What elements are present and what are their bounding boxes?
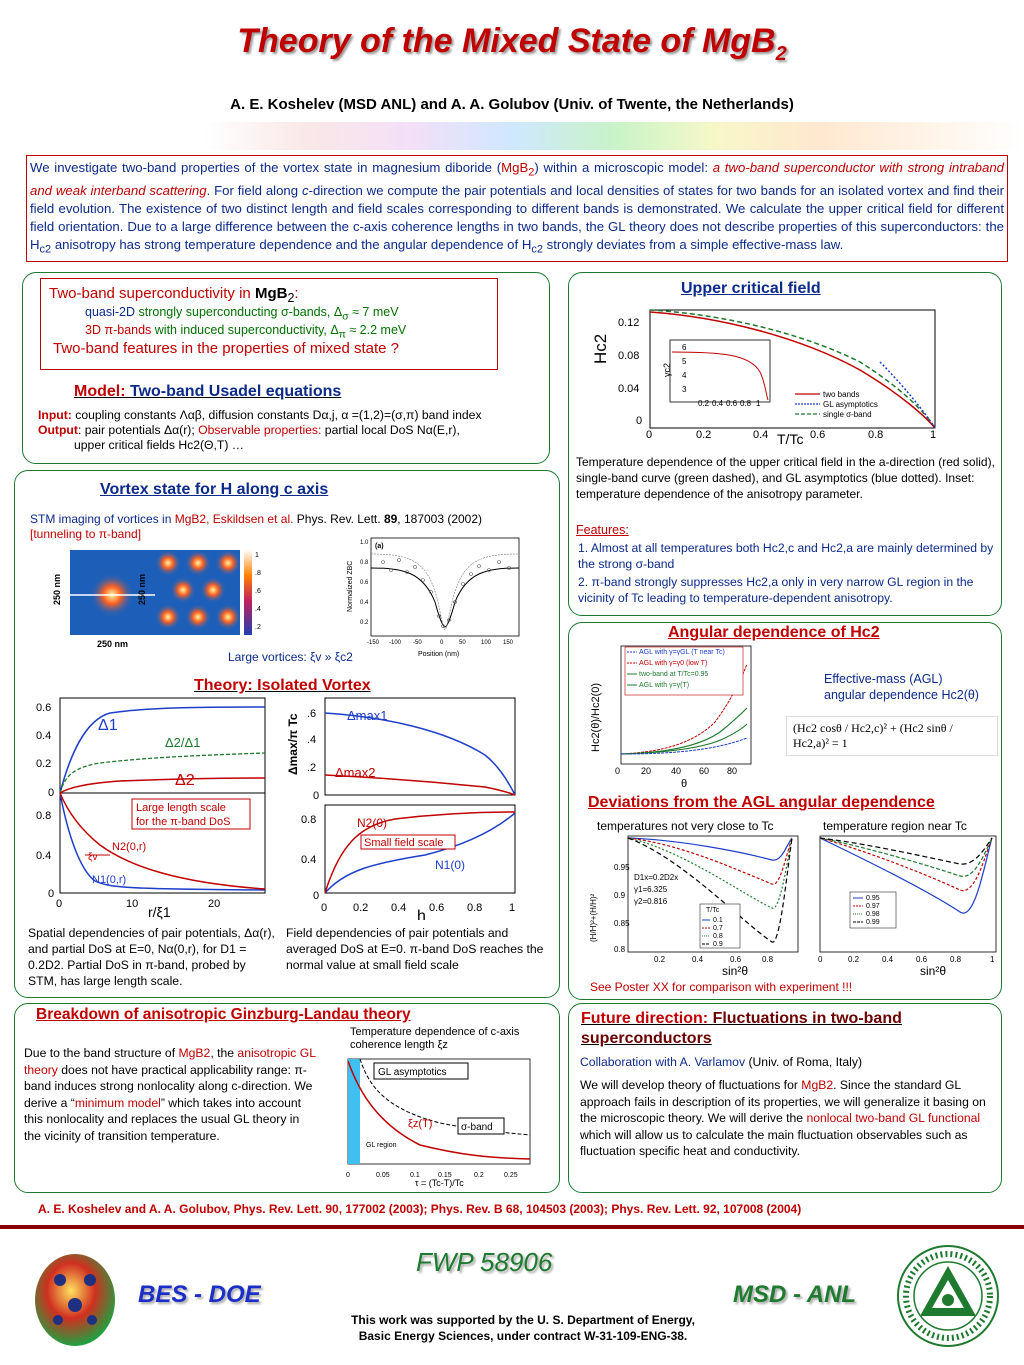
bes-logo — [30, 1250, 120, 1350]
feature-1: 1. Almost at all temperatures both Hc2,c and Hc2,a are mainly determined by the strong σ-band — [578, 541, 994, 571]
stm-text: STM imaging of vortices in MgB2, Eskildsen et al. Phys. Rev. Lett. 89, 187003 (2002) [tunneling to π-band] — [30, 512, 483, 541]
angular-heading: Angular dependence of Hc2 — [668, 624, 880, 641]
svg-text:AGL with γ=γGL (T near Tc): AGL with γ=γGL (T near Tc) — [639, 649, 725, 656]
svg-text:γ2=0.816: γ2=0.816 — [634, 897, 668, 906]
svg-text:0.6: 0.6 — [726, 399, 738, 408]
isolated-vortex-plot — [30, 695, 270, 920]
svg-text:0.85: 0.85 — [614, 919, 630, 928]
svg-text:sin²θ: sin²θ — [920, 964, 947, 978]
svg-text:0: 0 — [818, 955, 823, 964]
svg-text:Δmax2: Δmax2 — [335, 765, 376, 780]
features-label: Features: — [576, 523, 629, 537]
svg-text:0.98: 0.98 — [866, 911, 880, 918]
authors: A. E. Koshelev (MSD ANL) and A. A. Golubov (Univ. of Twente, the Netherlands) — [230, 96, 794, 113]
svg-text:Δ2: Δ2 — [175, 772, 195, 789]
svg-text:0.4: 0.4 — [301, 854, 317, 866]
svg-text:-150: -150 — [367, 640, 380, 646]
svg-text:0.1: 0.1 — [713, 917, 723, 924]
svg-text:Small field scale: Small field scale — [364, 837, 444, 849]
svg-text:60: 60 — [699, 766, 710, 776]
svg-text:0.2: 0.2 — [36, 758, 52, 770]
poster-title: Theory of the Mixed State of MgB$_2$ — [237, 22, 787, 65]
model-text: Input: coupling constants Λαβ, diffusion constants Dα,j, α =(1,2)=(σ,π) band index Output: pair potentials Δα(r); Observable properties: partial local DoS Nα(E,r), upper critical fields Hc2(Θ,T) … — [38, 408, 482, 452]
svg-text:0.6: 0.6 — [730, 955, 742, 964]
feature-2: 2. π-band strongly suppresses Hc2,a only in very narrow GL region in the vicinity of Tc leading to temperature-dependent anisotropy. — [578, 575, 974, 605]
svg-text:0.8: 0.8 — [36, 810, 52, 822]
theory-heading: Theory: Isolated Vortex — [194, 677, 371, 694]
model-heading: Model: Two-band Usadel equations — [74, 383, 342, 400]
large-vortices-note: Large vortices: ξv » ξc2 — [228, 650, 353, 664]
svg-text:50: 50 — [459, 640, 466, 646]
deviation-sub-left: temperatures not very close to Tc — [597, 819, 774, 833]
svg-text:N2(0): N2(0) — [357, 816, 388, 830]
svg-text:r/ξ1: r/ξ1 — [148, 904, 171, 920]
svg-text:1: 1 — [255, 552, 259, 559]
svg-text:6: 6 — [682, 343, 687, 352]
svg-text:0.2: 0.2 — [696, 429, 712, 441]
angular-plot — [585, 642, 755, 792]
svg-text:10: 10 — [126, 898, 139, 910]
svg-text:(a): (a) — [375, 543, 384, 550]
svg-text:GL asymptotics: GL asymptotics — [823, 400, 878, 409]
svg-text:0.6: 0.6 — [429, 902, 445, 914]
svg-text:1: 1 — [509, 902, 516, 914]
svg-text:Δ2/Δ1: Δ2/Δ1 — [165, 735, 201, 750]
svg-text:0.95: 0.95 — [866, 895, 880, 902]
svg-text:0.99: 0.99 — [866, 919, 880, 926]
svg-text:1.0: 1.0 — [360, 540, 369, 546]
svg-text:σ-band: σ-band — [461, 1122, 493, 1133]
svg-text:0.2: 0.2 — [654, 955, 666, 964]
svg-text:0.8: 0.8 — [868, 429, 884, 441]
svg-text:0: 0 — [615, 766, 621, 776]
support-statement: This work was supported by the U. S. Department of Energy, Basic Energy Sciences, under contract W-31-109-ENG-38. — [351, 1313, 695, 1343]
svg-text:1: 1 — [990, 955, 995, 964]
svg-text:D1x=0.2D2x: D1x=0.2D2x — [634, 873, 679, 882]
svg-text:single σ-band: single σ-band — [823, 410, 872, 419]
fwp-label: FWP 58906 — [416, 1247, 553, 1277]
svg-text:γc2: γc2 — [662, 362, 672, 377]
svg-text:0.4: 0.4 — [36, 730, 52, 742]
svg-text:0.4: 0.4 — [391, 902, 407, 914]
svg-text:0.1: 0.1 — [410, 1172, 420, 1179]
coherence-plot — [320, 1055, 535, 1190]
svg-text:-50: -50 — [413, 640, 422, 646]
svg-text:4: 4 — [682, 371, 687, 380]
svg-text:N2(0,r): N2(0,r) — [112, 841, 147, 853]
breakdown-text: Due to the band structure of MgB2, the anisotropic GL theory does not have practical applicability range: π-band induces strong nonlocality along c-direction. We derive a “minimum model” which takes into account this nonlocality and replaces the usual GL theory in the vicinity of transition temperature. — [24, 1046, 316, 1143]
collaboration: Collaboration with A. Varlamov (Univ. of Roma, Italy) — [580, 1055, 862, 1069]
svg-text:0.8: 0.8 — [301, 814, 317, 826]
svg-text:1: 1 — [930, 429, 937, 441]
svg-text:two bands: two bands — [823, 390, 860, 399]
msd-anl-label: MSD - ANL — [733, 1281, 857, 1308]
svg-text:0.9: 0.9 — [614, 891, 626, 900]
hc2-plot — [580, 302, 945, 454]
svg-text:0: 0 — [646, 429, 653, 441]
svg-text:Δ1: Δ1 — [98, 717, 118, 734]
svg-text:20: 20 — [641, 766, 652, 776]
svg-text:two-band at T/Tc=0.95: two-band at T/Tc=0.95 — [639, 671, 709, 678]
field-dependence-plot — [285, 695, 525, 920]
svg-text:80: 80 — [727, 766, 738, 776]
svg-text:T/Tc: T/Tc — [777, 431, 804, 447]
svg-text:h: h — [417, 908, 426, 920]
svg-text:0: 0 — [440, 640, 444, 646]
zbc-plot — [343, 532, 525, 662]
deviation-sub-right: temperature region near Tc — [823, 819, 967, 833]
abstract-box: We investigate two-band properties of the vortex state in magnesium diboride (MgB$_2$) within a microscopic model: a two-band superconductor with strong intraband and weak interband scattering. For field along c-direction we compute the pair potentials and local densities of states for two bands for an isolated vortex and find their field evolution. The existence of two distinct length and field scales corresponding to different bands is demonstrated. We calculate the upper critical field for different field orientation. Due to a large difference between the c-axis coherence lengths in two bands, the GL theory does not describe properties of this superconductors: the $H_{c2}$ anisotropy has strong temperature dependence and the angular dependence of $H_{c2}$ strongly deviates from a simple effective-mass law. — [26, 155, 1008, 262]
svg-text:0.4: 0.4 — [36, 850, 52, 862]
breakdown-heading: Breakdown of anisotropic Ginzburg-Landau theory — [36, 1006, 411, 1023]
svg-text:Large length scale: Large length scale — [136, 802, 226, 814]
breakdown-plot-title: Temperature dependence of c-axis coherence length ξz — [350, 1026, 520, 1051]
decorative-band — [0, 122, 1024, 150]
svg-text:0.6: 0.6 — [810, 429, 826, 441]
svg-text:0: 0 — [48, 787, 55, 799]
svg-text:for the π-band DoS: for the π-band DoS — [136, 816, 231, 828]
svg-text:0.04: 0.04 — [618, 383, 640, 395]
deviation-plot-right — [810, 832, 1000, 980]
svg-text:γ1=6.325: γ1=6.325 — [634, 885, 668, 894]
svg-text:GL asymptotics: GL asymptotics — [378, 1067, 447, 1078]
svg-text:0.8: 0.8 — [614, 945, 626, 954]
svg-text:0: 0 — [56, 898, 63, 910]
svg-text:0: 0 — [321, 902, 328, 914]
svg-text:0.8: 0.8 — [740, 399, 752, 408]
svg-text:0.6: 0.6 — [916, 955, 928, 964]
svg-text:0.2: 0.2 — [474, 1172, 484, 1179]
svg-text:-100: -100 — [389, 640, 402, 646]
svg-text:.2: .2 — [307, 762, 317, 774]
svg-text:.6: .6 — [307, 708, 317, 720]
future-heading: Future direction: Fluctuations in two-band superconductors — [581, 1010, 902, 1047]
svg-text:0.4: 0.4 — [692, 955, 704, 964]
svg-text:40: 40 — [671, 766, 682, 776]
svg-text:AGL with γ=γ(T): AGL with γ=γ(T) — [639, 682, 690, 689]
svg-text:0.12: 0.12 — [618, 317, 640, 329]
caption-right: Field dependencies of pair potentials and averaged DoS at E=0. π-band DoS reaches the normal value at small field scale — [286, 926, 544, 972]
svg-text:5: 5 — [682, 357, 687, 366]
svg-text:0.8: 0.8 — [713, 933, 723, 940]
svg-text:(H/H)²+(H/H)²: (H/H)²+(H/H)² — [589, 893, 598, 942]
svg-text:0.95: 0.95 — [614, 863, 630, 872]
svg-text:0.2: 0.2 — [848, 955, 860, 964]
svg-text:.4: .4 — [307, 734, 317, 746]
svg-text:0: 0 — [636, 415, 643, 427]
svg-text:0.2: 0.2 — [360, 620, 369, 626]
svg-text:0.15: 0.15 — [438, 1172, 452, 1179]
svg-text:0: 0 — [346, 1172, 350, 1179]
svg-text:0.4: 0.4 — [882, 955, 894, 964]
scale-label: 250 nm — [52, 573, 62, 605]
svg-text:Δmax1: Δmax1 — [347, 708, 388, 723]
agl-description: Effective-mass (AGL) angular dependence Hc2(θ) — [824, 672, 979, 702]
hc2-heading: Upper critical field — [681, 280, 821, 297]
svg-text:AGL with γ=γ0 (low T): AGL with γ=γ0 (low T) — [639, 660, 708, 667]
svg-text:0: 0 — [313, 790, 320, 802]
svg-text:θ: θ — [681, 778, 688, 790]
svg-text:N1(0,r): N1(0,r) — [92, 874, 127, 886]
stm-images — [50, 545, 270, 650]
svg-text:.6: .6 — [255, 588, 261, 595]
svg-text:0.08: 0.08 — [618, 350, 640, 362]
svg-text:0.8: 0.8 — [360, 560, 369, 566]
vortex-heading: Vortex state for H along c axis — [100, 481, 329, 498]
svg-text:.4: .4 — [255, 606, 261, 613]
svg-text:0.6: 0.6 — [360, 580, 369, 586]
svg-text:Normalized ZBC: Normalized ZBC — [347, 560, 354, 612]
deviation-heading: Deviations from the AGL angular dependence — [588, 794, 935, 811]
svg-text:0.4: 0.4 — [712, 399, 724, 408]
svg-text:τ = (Tc-T)/Tc: τ = (Tc-T)/Tc — [415, 1178, 464, 1188]
footer-divider — [0, 1225, 1024, 1229]
svg-text:0: 0 — [48, 888, 55, 900]
svg-text:Hc2(θ)/Hc2(0): Hc2(θ)/Hc2(0) — [590, 682, 602, 752]
see-poster-note: See Poster XX for comparison with experiment !!! — [590, 980, 853, 994]
svg-text:0.05: 0.05 — [376, 1172, 390, 1179]
svg-text:.8: .8 — [255, 570, 261, 577]
svg-text:20: 20 — [208, 898, 221, 910]
svg-text:0.4: 0.4 — [753, 429, 769, 441]
svg-text:0.97: 0.97 — [866, 903, 880, 910]
svg-text:T/Tc: T/Tc — [706, 907, 720, 914]
svg-text:100: 100 — [481, 640, 492, 646]
references: A. E. Koshelev and A. A. Golubov, Phys. Rev. Lett. 90, 177002 (2003); Phys. Rev. B 68, 104503 (2003); Phys. Rev. Lett. 92, 107008 (2004) — [38, 1202, 802, 1216]
agl-formula: (Hc2 cosθ / Hc2,c)² + (Hc2 sinθ / Hc2,a)² = 1 — [786, 716, 998, 756]
svg-text:0: 0 — [313, 890, 320, 902]
svg-text:1: 1 — [756, 399, 761, 408]
svg-text:Hc2: Hc2 — [591, 333, 610, 364]
future-text: We will develop theory of fluctuations for MgB2. Since the standard GL approach fails in description of its properties, we will generalize it basing on the microscopic theory. We will derive the nonlocal two-band GL functional which will allow us to calculate the main fluctuation observables such as fluctuation specific heat and conductivity. — [580, 1078, 986, 1158]
svg-text:0.8: 0.8 — [467, 902, 483, 914]
svg-text:0.25: 0.25 — [504, 1172, 518, 1179]
deviation-plot-left — [582, 832, 800, 980]
svg-text:0.8: 0.8 — [950, 955, 962, 964]
intro-box: Two-band superconductivity in MgB$_2$: quasi-2D strongly superconducting σ-bands, $\Delta_\sigma \approx 7$ meV 3D π-bands with induced superconductivity, $\Delta_\pi \approx 2.2$ meV Two-band features in the properties of mixed state ? — [40, 278, 498, 370]
svg-text:sin²θ: sin²θ — [722, 964, 749, 978]
svg-text:150: 150 — [503, 640, 514, 646]
svg-text:Δmax/π Tc: Δmax/π Tc — [286, 713, 300, 775]
svg-text:Position (nm): Position (nm) — [418, 651, 460, 658]
svg-text:0.2: 0.2 — [698, 399, 710, 408]
svg-text:0.4: 0.4 — [360, 600, 369, 606]
svg-text:0.8: 0.8 — [762, 955, 774, 964]
svg-text:N1(0): N1(0) — [435, 858, 466, 872]
svg-text:0.6: 0.6 — [36, 702, 52, 714]
svg-text:0.9: 0.9 — [713, 941, 723, 948]
svg-text:3: 3 — [682, 385, 687, 394]
hc2-caption: Temperature dependence of the upper critical field in the a-direction (red solid), single-band curve (green dashed), and GL asymptotics (blue dotted). Inset: temperature dependence of the anisotropy parameter. — [576, 455, 995, 501]
svg-text:0.7: 0.7 — [713, 925, 723, 932]
svg-text:0.2: 0.2 — [353, 902, 369, 914]
svg-text:.2: .2 — [255, 624, 261, 631]
svg-text:GL region: GL region — [366, 1142, 397, 1149]
argonne-logo — [896, 1244, 1000, 1348]
caption-left: Spatial dependencies of pair potentials, Δα(r), and partial DoS at E=0, Nα(0,r), for D1 = 0.2D2. Partial DoS in π-band, probed by STM, has large length scale. — [28, 926, 275, 988]
scale-label: 250 nm — [97, 639, 129, 649]
scale-label: 250 nm — [137, 573, 147, 605]
svg-text:ξz(T): ξz(T) — [408, 1118, 433, 1130]
svg-text:ξv: ξv — [88, 852, 98, 863]
bes-doe-label: BES - DOE — [138, 1281, 261, 1308]
